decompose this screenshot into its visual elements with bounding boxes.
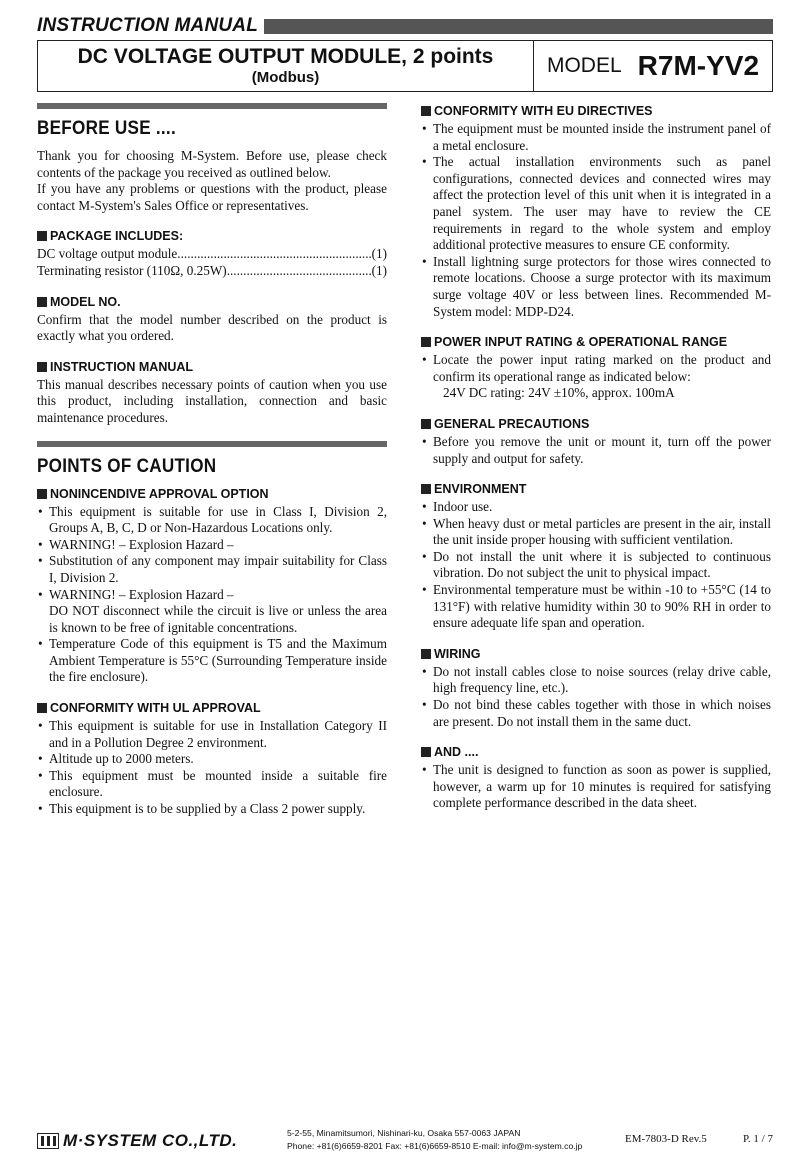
company-logo [37,1131,237,1151]
list-item: • Altitude up to 2000 meters. [37,751,387,768]
document-subtitle: (Modbus) [251,69,320,86]
list-item: • This equipment is suitable for use in Class I, Division 2, Groups A, B, C, D or Non-Hazardous Locations only. [37,504,387,537]
list-item: • WARNING! – Explosion Hazard – [37,537,387,554]
and-list [421,762,771,812]
page-number: P. 1 / 7 [743,1133,773,1145]
square-bullet-icon [421,337,431,347]
square-bullet-icon [421,484,431,494]
page-footer [37,1127,773,1157]
eu-heading: CONFORMITY WITH EU DIRECTIVES [421,103,771,119]
contact-line: Phone: +81(6)6659-8201 Fax: +81(6)6659-8510 E-mail: info@m-system.co.jp [287,1141,583,1151]
model-no-heading: MODEL NO. [37,294,387,310]
left-column [37,103,387,818]
ul-list [37,718,387,818]
right-column [421,103,771,812]
manual-header [37,14,773,38]
before-use-title: BEFORE USE .... [37,118,176,139]
instruction-text: This manual describes necessary points of caution when you use this product, including installation, connection and basic maintenance procedures. [37,376,387,425]
model-no-text: Confirm that the model number described on the product is exactly what you ordered. [37,311,387,344]
square-bullet-icon [37,297,47,307]
title-main [38,41,534,91]
square-bullet-icon [421,747,431,757]
list-item: • Environmental temperature must be within -10 to +55°C (14 to 131°F) with relative humidity within 30 to 90% RH in order to ensure adequate life span and operation. [421,582,771,632]
nonincendive-heading: NONINCENDIVE APPROVAL OPTION [37,486,387,502]
section-rule [37,103,387,109]
logo-mark-icon [37,1133,59,1149]
environment-heading: ENVIRONMENT [421,481,771,497]
square-bullet-icon [37,703,47,713]
document-number: EM-7803-D Rev.5 [625,1133,707,1145]
list-item: • Substitution of any component may impair suitability for Class I, Division 2. [37,553,387,586]
points-of-caution-title: POINTS OF CAUTION [37,455,217,477]
list-item: • This equipment is suitable for use in Installation Category II and in a Pollution Degree 2 environment. [37,718,387,751]
list-item: • The actual installation environments such as panel configurations, connected devices and connected wires may affect the protection level of this unit when it is integrated in a panel system. The user may have to review the CE requirements in regard to the whole system and employ additional protective measures to ensure CE conformity. [421,154,771,254]
square-bullet-icon [421,649,431,659]
list-item: • Temperature Code of this equipment is T5 and the Maximum Ambient Temperature is 55°C (Surrounding Temperature inside the fire enclosure). [37,636,387,686]
before-use-paragraph-1: Thank you for choosing M-System. Before use, please check contents of the package you received as outlined below. [37,148,387,180]
power-heading: POWER INPUT RATING & OPERATIONAL RANGE [421,334,771,350]
and-heading: AND .... [421,744,771,760]
eu-list [421,121,771,320]
list-item: • Indoor use. [421,499,771,516]
company-address [287,1127,582,1153]
list-item: • Install lightning surge protectors for those wires connected to remote locations. Choose a surge protector with its maximum surge voltage 40V or less between lines. Recommended M-System model: MDP-D24. [421,254,771,320]
ul-heading: CONFORMITY WITH UL APPROVAL [37,700,387,716]
list-item: • When heavy dust or metal particles are present in the air, install the unit inside proper housing with sufficient ventilation. [421,516,771,549]
model-box [534,41,772,91]
power-list [421,352,771,385]
general-heading: GENERAL PRECAUTIONS [421,416,771,432]
square-bullet-icon [421,419,431,429]
list-item: • The equipment must be mounted inside the instrument panel of a metal enclosure. [421,121,771,154]
nonincendive-list [37,504,387,604]
square-bullet-icon [37,362,47,372]
environment-list [421,499,771,632]
list-item: • This equipment is to be supplied by a Class 2 power supply. [37,801,387,818]
square-bullet-icon [37,231,47,241]
before-use-paragraph-2: If you have any problems or questions with the product, please contact M-System's Sales Office or representatives. [37,181,387,213]
square-bullet-icon [37,489,47,499]
package-item: Terminating resistor (110Ω, 0.25W) ..... (1) [37,263,387,280]
title-box [37,40,773,92]
document-title: DC VOLTAGE OUTPUT MODULE, 2 points [77,45,494,68]
wiring-heading: WIRING [421,646,771,662]
section-rule [37,441,387,447]
square-bullet-icon [421,106,431,116]
general-list [421,434,771,467]
power-rating: 24V DC rating: 24V ±10%, approx. 100mA [443,385,675,401]
list-item: • Before you remove the unit or mount it, turn off the power supply and output for safety. [421,434,771,467]
list-item: • Do not bind these cables together with those in which noises are present. Do not install them in the same duct. [421,697,771,730]
header-bar [264,19,773,34]
company-name: M·SYSTEM CO.,LTD. [63,1131,238,1150]
model-label: MODEL [546,54,622,77]
wiring-list [421,664,771,730]
list-item: • Do not install the unit where it is subjected to continuous vibration. Do not subject the unit to physical impact. [421,549,771,582]
package-item: DC voltage output module ..... (1) [37,246,387,263]
manual-label: INSTRUCTION MANUAL [37,15,259,36]
list-item: • The unit is designed to function as soon as power is supplied, however, a warm up for 10 minutes is required for satisfying complete performance described in the data sheet. [421,762,771,812]
nonincendive-warning-text: DO NOT disconnect while the circuit is live or unless the area is known to be free of ignitable concentrations. [49,603,387,635]
list-item: • WARNING! – Explosion Hazard – [37,587,387,604]
address-line: 5-2-55, Minamitsumori, Nishinari-ku, Osaka 557-0063 JAPAN [287,1128,521,1138]
model-name: R7M-YV2 [637,50,760,81]
nonincendive-list-end [37,636,387,686]
list-item: • This equipment must be mounted inside a suitable fire enclosure. [37,768,387,801]
package-heading: PACKAGE INCLUDES: [37,228,387,244]
list-item: • Locate the power input rating marked on the product and confirm its operational range as indicated below: [421,352,771,385]
list-item: • Do not install cables close to noise sources (relay drive cable, high frequency line, etc.). [421,664,771,697]
instruction-heading: INSTRUCTION MANUAL [37,359,387,375]
